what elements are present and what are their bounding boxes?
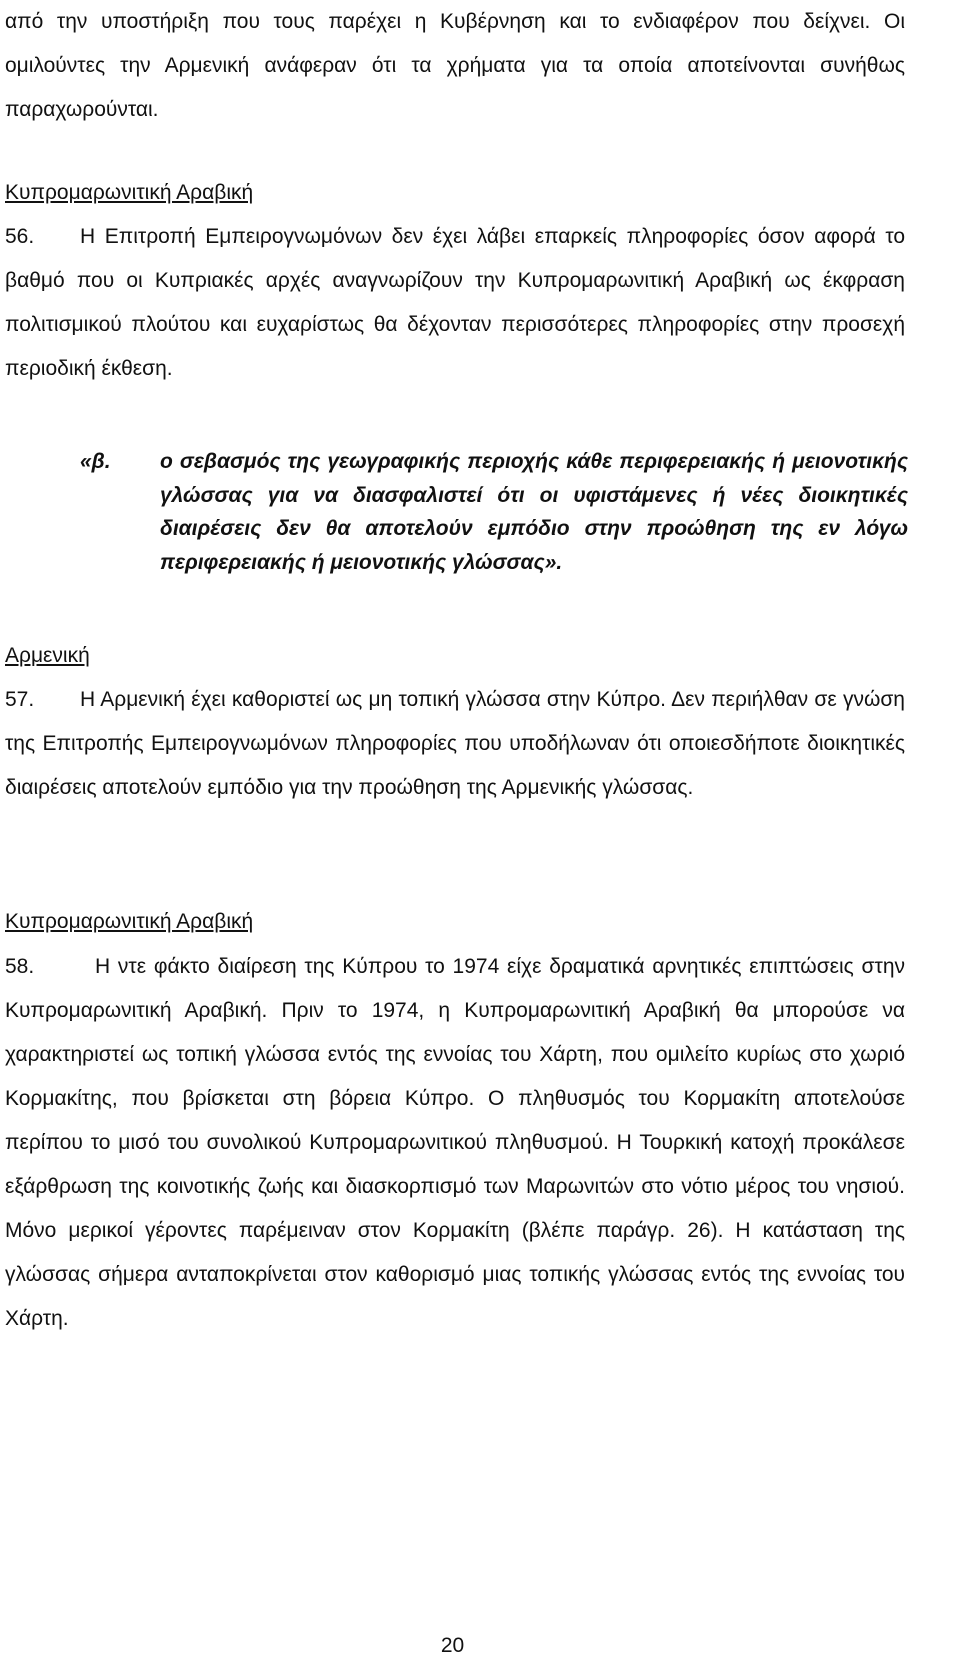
quote-text: ο σεβασμός της γεωγραφικής περιοχής κάθε περιφερειακής ή μειονοτικής γλώσσας για να διασφαλιστεί ότι οι υφιστάμενες ή νέες διοικητικές διαιρέσεις δεν θα αποτελούν εμπόδιο στην προώθηση της εν λόγω περιφερειακής ή μειονοτικής γλώσσας».	[160, 450, 908, 574]
paragraph-56-text: Η Επιτροπή Εμπειρογνωμόνων δεν έχει λάβει επαρκείς πληροφορίες όσον αφορά το βαθμό που οι Κυπριακές αρχές αναγνωρίζουν την Κυπρομαρωνιτική Αραβική ως έκφραση πολιτισμικού πλούτου και ευχαρίστως θα δέχονταν περισσότερες πληροφορίες στην προσεχή περιοδική έκθεση.	[5, 225, 905, 380]
intro-paragraph: από την υποστήριξη που τους παρέχει η Κυβέρνηση και το ενδιαφέρον που δείχνει. Οι ομιλούντες την Αρμενική ανάφεραν ότι τα χρήματα για τα οποία αποτείνονται συνήθως παραχωρούνται.	[5, 10, 905, 121]
section-heading-cypriot-maronite-arabic-1: Κυπρομαρωνιτική Αραβική	[5, 181, 254, 204]
paragraph-57-text: Η Αρμενική έχει καθοριστεί ως μη τοπική γλώσσα στην Κύπρο. Δεν περιήλθαν σε γνώση της Επιτροπής Εμπειρογνωμόνων πληροφορίες που υποδήλωναν ότι οποιεσδήποτε διοικητικές διαιρέσεις αποτελούν εμπόδιο για την προώθηση της Αρμενικής γλώσσας.	[5, 688, 905, 799]
quote-marker: «β.	[80, 450, 111, 473]
paragraph-58-text: Η ντε φάκτο διαίρεση της Κύπρου το 1974 είχε δραματικά αρνητικές επιπτώσεις στην Κυπρομαρωνιτική Αραβική. Πριν το 1974, η Κυπρομαρωνιτική Αραβική θα μπορούσε να χαρακτηριστεί ως τοπική γλώσσα εντός της εννοίας του Χάρτη, που ομιλείτο κυρίως στο χωριό Κορμακίτης, που βρίσκεται στη βόρεια Κύπρο. Ο πληθυσμός του Κορμακίτη αποτελούσε περίπου το μισό του συνολικού Κυπρομαρωνιτικού πληθυσμού. Η Τουρκική κατοχή προκάλεσε εξάρθρωση της κοινοτικής ζωής και διασκορπισμό των Μαρωνιτών στο νότιο μέρος του νησιού. Μόνο μερικοί γέροντες παρέμειναν στον Κορμακίτη (βλέπε παράγρ. 26). Η κατάσταση της γλώσσας σήμερα ανταποκρίνεται στον καθορισμό μιας τοπικής γλώσσας εντός της εννοίας του Χάρτη.	[5, 955, 905, 1330]
paragraph-58	[5, 945, 905, 1341]
section-heading-cypriot-maronite-arabic-2: Κυπρομαρωνιτική Αραβική	[5, 910, 254, 933]
paragraph-57	[5, 678, 905, 810]
paragraph-number-57: 57.	[5, 688, 35, 711]
section-heading-armenian: Αρμενική	[5, 644, 90, 667]
page-number: 20	[440, 1634, 465, 1657]
paragraph-56	[5, 215, 905, 391]
paragraph-number-56: 56.	[5, 225, 35, 248]
paragraph-number-58: 58.	[5, 955, 35, 978]
